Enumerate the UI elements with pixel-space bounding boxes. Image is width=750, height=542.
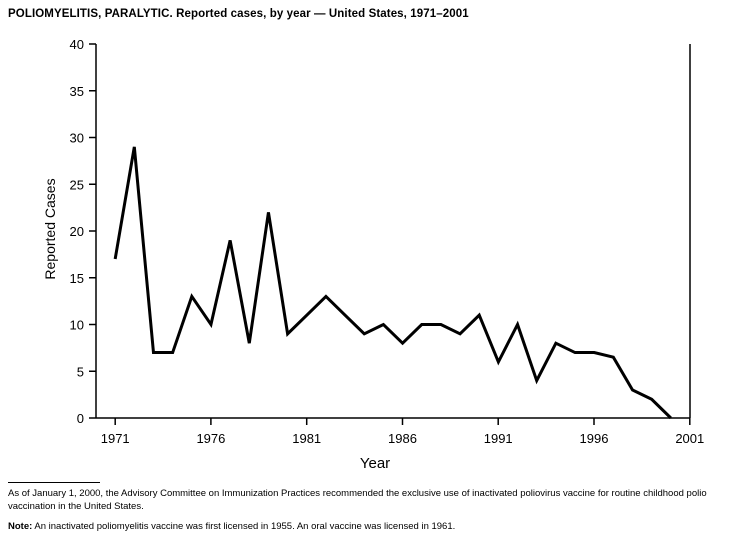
data-series-line xyxy=(115,147,671,418)
x-tick-label: 2001 xyxy=(675,431,705,446)
x-axis-ticks xyxy=(115,418,690,425)
footnote-note xyxy=(8,521,742,534)
y-tick-label: 20 xyxy=(69,224,84,239)
y-tick-label: 40 xyxy=(69,37,84,52)
y-axis-ticks xyxy=(89,44,96,418)
x-axis-tick-labels xyxy=(101,431,705,446)
y-tick-label: 0 xyxy=(76,411,84,426)
y-tick-label: 15 xyxy=(69,270,84,286)
x-tick-label: 1996 xyxy=(579,431,609,446)
x-axis-title: Year xyxy=(359,455,391,472)
chart-svg xyxy=(0,26,750,456)
x-tick-label: 1991 xyxy=(483,431,513,446)
x-tick-label: 1976 xyxy=(196,431,226,446)
y-tick-label: 5 xyxy=(76,364,84,380)
footnote-note-label: Note: xyxy=(8,520,33,532)
chart-title: POLIOMYELITIS, PARALYTIC. Reported cases, by year — United States, 1971–2001 xyxy=(8,8,469,20)
y-axis-tick-labels xyxy=(70,37,84,426)
chart-plot-area xyxy=(0,26,750,456)
y-axis-title: Reported Cases xyxy=(42,178,58,280)
y-tick-label: 30 xyxy=(69,130,84,146)
footnote-divider xyxy=(8,482,100,483)
x-tick-label: 1986 xyxy=(388,431,417,446)
footnote-note-text: An inactivated poliomyelitis vaccine was first licensed in 1955. An oral vaccine was licensed in 1961. xyxy=(32,520,456,532)
x-tick-label: 1981 xyxy=(292,431,322,446)
y-tick-label: 25 xyxy=(69,177,84,193)
footnote-acip: As of January 1, 2000, the Advisory Committee on Immunization Practices recommended the exclusive use of inactivated poliovirus vaccine for routine childhood polio vaccination in the United States. xyxy=(8,488,707,512)
x-tick-label: 1971 xyxy=(100,431,130,446)
y-tick-label: 35 xyxy=(69,83,84,99)
footnotes-block xyxy=(8,482,742,540)
y-tick-label: 10 xyxy=(69,317,84,333)
